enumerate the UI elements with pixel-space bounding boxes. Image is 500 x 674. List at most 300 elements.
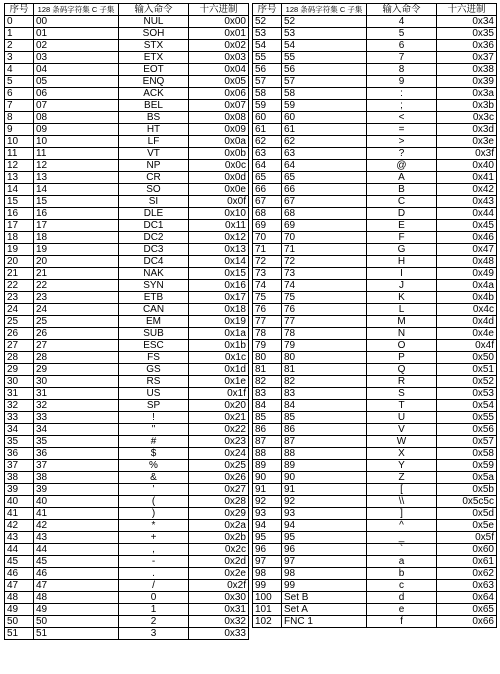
table-row (5, 220, 249, 232)
table-row (5, 532, 249, 544)
cell-cmd: = (367, 124, 437, 136)
cell-hex: 0x61 (437, 556, 497, 568)
cell-cmd: f (367, 616, 437, 628)
table-row (253, 460, 497, 472)
cell-cmd: W (367, 436, 437, 448)
cell-seq: 7 (5, 100, 34, 112)
table-row (5, 136, 249, 148)
table-row (5, 508, 249, 520)
table-row (5, 280, 249, 292)
cell-seq: 64 (253, 160, 282, 172)
cell-hex: 0x03 (189, 52, 249, 64)
table-row (253, 88, 497, 100)
cell-hex: 0x10 (189, 208, 249, 220)
table-row (5, 580, 249, 592)
cell-seq: 84 (253, 400, 282, 412)
cell-seq: 29 (5, 364, 34, 376)
cell-cmd: SOH (119, 28, 189, 40)
cell-cmd: SO (119, 184, 189, 196)
cell-cmd: # (119, 436, 189, 448)
table-row (5, 76, 249, 88)
cell-cmd: VT (119, 148, 189, 160)
cell-hex: 0x0f (189, 196, 249, 208)
cell-cmd: EM (119, 316, 189, 328)
cell-cmd: * (119, 520, 189, 532)
cell-seq: 86 (253, 424, 282, 436)
table-row (253, 436, 497, 448)
cell-cmd: : (367, 88, 437, 100)
cell-cmd: Y (367, 460, 437, 472)
table-row (253, 232, 497, 244)
header-seq: 序号 (5, 4, 34, 16)
cell-cmd: Z (367, 472, 437, 484)
cell-seq: 46 (5, 568, 34, 580)
cell-cmd: 1 (119, 604, 189, 616)
table-row (5, 100, 249, 112)
cell-cmd: U (367, 412, 437, 424)
cell-subset: 31 (34, 388, 119, 400)
cell-cmd: ESC (119, 340, 189, 352)
cell-subset: 61 (282, 124, 367, 136)
cell-subset: 39 (34, 484, 119, 496)
cell-cmd: BS (119, 112, 189, 124)
cell-subset: 06 (34, 88, 119, 100)
cell-hex: 0x14 (189, 256, 249, 268)
cell-hex: 0x52 (437, 376, 497, 388)
cell-cmd: ] (367, 508, 437, 520)
cell-seq: 75 (253, 292, 282, 304)
cell-seq: 52 (253, 16, 282, 28)
cell-cmd: S (367, 388, 437, 400)
cell-hex: 0x24 (189, 448, 249, 460)
table-row (253, 364, 497, 376)
cell-subset: 96 (282, 544, 367, 556)
cell-seq: 69 (253, 220, 282, 232)
cell-hex: 0x21 (189, 412, 249, 424)
cell-subset: 14 (34, 184, 119, 196)
cell-hex: 0x64 (437, 592, 497, 604)
cell-subset: 27 (34, 340, 119, 352)
cell-subset: 64 (282, 160, 367, 172)
table-row (253, 352, 497, 364)
cell-cmd: [ (367, 484, 437, 496)
cell-hex: 0x4d (437, 316, 497, 328)
cell-cmd: e (367, 604, 437, 616)
table-row (5, 556, 249, 568)
cell-subset: 32 (34, 400, 119, 412)
cell-seq: 90 (253, 472, 282, 484)
cell-seq: 27 (5, 340, 34, 352)
cell-seq: 63 (253, 148, 282, 160)
cell-cmd: ` (367, 544, 437, 556)
cell-subset: 00 (34, 16, 119, 28)
cell-hex: 0x33 (189, 628, 249, 640)
cell-cmd: K (367, 292, 437, 304)
cell-hex: 0x55 (437, 412, 497, 424)
cell-subset: 11 (34, 148, 119, 160)
cell-cmd: d (367, 592, 437, 604)
cell-hex: 0x50 (437, 352, 497, 364)
cell-hex: 0x3c (437, 112, 497, 124)
cell-cmd: ETB (119, 292, 189, 304)
cell-subset: 51 (34, 628, 119, 640)
cell-subset: 84 (282, 400, 367, 412)
cell-subset: FNC 1 (282, 616, 367, 628)
table-row (5, 496, 249, 508)
cell-hex: 0x4c (437, 304, 497, 316)
cell-cmd: \\ (367, 496, 437, 508)
table-row (5, 448, 249, 460)
table-row (253, 268, 497, 280)
cell-cmd: Q (367, 364, 437, 376)
cell-hex: 0x62 (437, 568, 497, 580)
cell-cmd: 8 (367, 64, 437, 76)
cell-seq: 25 (5, 316, 34, 328)
cell-hex: 0x54 (437, 400, 497, 412)
cell-hex: 0x36 (437, 40, 497, 52)
cell-subset: 28 (34, 352, 119, 364)
table-row (5, 112, 249, 124)
cell-subset: 85 (282, 412, 367, 424)
table-row (5, 124, 249, 136)
cell-seq: 95 (253, 532, 282, 544)
cell-subset: 19 (34, 244, 119, 256)
cell-subset: 13 (34, 172, 119, 184)
cell-subset: 78 (282, 328, 367, 340)
table-row (5, 592, 249, 604)
cell-subset: 90 (282, 472, 367, 484)
cell-cmd: NP (119, 160, 189, 172)
cell-hex: 0x0d (189, 172, 249, 184)
cell-cmd: STX (119, 40, 189, 52)
cell-subset: 12 (34, 160, 119, 172)
cell-subset: 03 (34, 52, 119, 64)
cell-seq: 31 (5, 388, 34, 400)
cell-subset: 42 (34, 520, 119, 532)
table-row (5, 568, 249, 580)
cell-subset: 87 (282, 436, 367, 448)
cell-hex: 0x38 (437, 64, 497, 76)
table-row (5, 388, 249, 400)
table-row (253, 604, 497, 616)
cell-seq: 13 (5, 172, 34, 184)
cell-subset: 48 (34, 592, 119, 604)
cell-subset: 73 (282, 268, 367, 280)
cell-seq: 102 (253, 616, 282, 628)
cell-hex: 0x43 (437, 196, 497, 208)
cell-hex: 0x4f (437, 340, 497, 352)
cell-subset: 25 (34, 316, 119, 328)
cell-hex: 0x16 (189, 280, 249, 292)
code-table-left (4, 3, 249, 640)
cell-subset: 02 (34, 40, 119, 52)
cell-cmd: @ (367, 160, 437, 172)
cell-seq: 62 (253, 136, 282, 148)
header-subset: 128 条码字符集 C 子集 (282, 4, 367, 16)
cell-cmd: L (367, 304, 437, 316)
cell-subset: 10 (34, 136, 119, 148)
table-row (5, 196, 249, 208)
cell-subset: 93 (282, 508, 367, 520)
cell-hex: 0x46 (437, 232, 497, 244)
cell-seq: 67 (253, 196, 282, 208)
cell-cmd: 9 (367, 76, 437, 88)
cell-subset: 43 (34, 532, 119, 544)
cell-seq: 26 (5, 328, 34, 340)
table-row (253, 484, 497, 496)
cell-subset: 34 (34, 424, 119, 436)
table-row (253, 172, 497, 184)
cell-seq: 48 (5, 592, 34, 604)
cell-cmd: BEL (119, 100, 189, 112)
table-row (253, 532, 497, 544)
cell-hex: 0x01 (189, 28, 249, 40)
cell-cmd: NUL (119, 16, 189, 28)
cell-seq: 71 (253, 244, 282, 256)
header-row (5, 4, 249, 16)
cell-cmd: ENQ (119, 76, 189, 88)
cell-subset: 37 (34, 460, 119, 472)
cell-hex: 0x63 (437, 580, 497, 592)
cell-subset: 76 (282, 304, 367, 316)
table-row (253, 220, 497, 232)
cell-cmd: X (367, 448, 437, 460)
cell-subset: 86 (282, 424, 367, 436)
cell-hex: 0x20 (189, 400, 249, 412)
table-row (253, 160, 497, 172)
cell-hex: 0x56 (437, 424, 497, 436)
cell-hex: 0x29 (189, 508, 249, 520)
cell-hex: 0x3e (437, 136, 497, 148)
cell-hex: 0x30 (189, 592, 249, 604)
cell-hex: 0x1e (189, 376, 249, 388)
cell-hex: 0x51 (437, 364, 497, 376)
cell-cmd: G (367, 244, 437, 256)
cell-seq: 101 (253, 604, 282, 616)
table-row (253, 208, 497, 220)
cell-seq: 65 (253, 172, 282, 184)
cell-subset: 72 (282, 256, 367, 268)
table-row (253, 124, 497, 136)
cell-hex: 0x1d (189, 364, 249, 376)
cell-cmd: ACK (119, 88, 189, 100)
table-row (253, 448, 497, 460)
cell-subset: 75 (282, 292, 367, 304)
header-row (253, 4, 497, 16)
cell-seq: 4 (5, 64, 34, 76)
cell-subset: Set B (282, 592, 367, 604)
cell-subset: 56 (282, 64, 367, 76)
cell-cmd: ) (119, 508, 189, 520)
cell-cmd: SYN (119, 280, 189, 292)
cell-seq: 56 (253, 64, 282, 76)
cell-cmd: SP (119, 400, 189, 412)
cell-subset: 29 (34, 364, 119, 376)
cell-hex: 0x5d (437, 508, 497, 520)
cell-seq: 81 (253, 364, 282, 376)
cell-subset: 82 (282, 376, 367, 388)
cell-cmd: RS (119, 376, 189, 388)
cell-subset: 22 (34, 280, 119, 292)
table-row (253, 316, 497, 328)
cell-subset: 53 (282, 28, 367, 40)
table-row (5, 376, 249, 388)
cell-seq: 91 (253, 484, 282, 496)
cell-seq: 40 (5, 496, 34, 508)
cell-seq: 87 (253, 436, 282, 448)
table-row (253, 184, 497, 196)
cell-subset: 24 (34, 304, 119, 316)
cell-hex: 0x2e (189, 568, 249, 580)
cell-hex: 0x53 (437, 388, 497, 400)
cell-hex: 0x1b (189, 340, 249, 352)
cell-seq: 12 (5, 160, 34, 172)
cell-cmd: 5 (367, 28, 437, 40)
cell-cmd: DC4 (119, 256, 189, 268)
cell-seq: 50 (5, 616, 34, 628)
cell-cmd: ! (119, 412, 189, 424)
table-row (253, 52, 497, 64)
cell-subset: 50 (34, 616, 119, 628)
table-row (5, 292, 249, 304)
cell-seq: 34 (5, 424, 34, 436)
cell-hex: 0x3d (437, 124, 497, 136)
cell-subset: 49 (34, 604, 119, 616)
table-row (253, 544, 497, 556)
cell-cmd: US (119, 388, 189, 400)
table-row (5, 412, 249, 424)
cell-subset: 62 (282, 136, 367, 148)
cell-hex: 0x5c5c (437, 496, 497, 508)
cell-cmd: A (367, 172, 437, 184)
cell-subset: 98 (282, 568, 367, 580)
cell-cmd: J (367, 280, 437, 292)
cell-seq: 88 (253, 448, 282, 460)
table-row (5, 232, 249, 244)
cell-subset: 68 (282, 208, 367, 220)
cell-subset: 17 (34, 220, 119, 232)
cell-hex: 0x34 (437, 16, 497, 28)
cell-seq: 39 (5, 484, 34, 496)
cell-cmd: FS (119, 352, 189, 364)
cell-cmd: R (367, 376, 437, 388)
table-row (5, 340, 249, 352)
table-body-right (253, 16, 497, 628)
table-row (253, 304, 497, 316)
cell-subset: 91 (282, 484, 367, 496)
table-row (5, 208, 249, 220)
table-row (5, 436, 249, 448)
cell-cmd: E (367, 220, 437, 232)
cell-seq: 32 (5, 400, 34, 412)
cell-hex: 0x44 (437, 208, 497, 220)
table-row (5, 148, 249, 160)
cell-seq: 49 (5, 604, 34, 616)
table-row (253, 76, 497, 88)
cell-subset: 04 (34, 64, 119, 76)
cell-seq: 60 (253, 112, 282, 124)
cell-subset: Set A (282, 604, 367, 616)
table-row (253, 412, 497, 424)
cell-hex: 0x0e (189, 184, 249, 196)
cell-subset: 65 (282, 172, 367, 184)
table-row (5, 184, 249, 196)
cell-hex: 0x22 (189, 424, 249, 436)
cell-subset: 70 (282, 232, 367, 244)
table-row (5, 160, 249, 172)
cell-seq: 99 (253, 580, 282, 592)
cell-seq: 97 (253, 556, 282, 568)
table-row (5, 544, 249, 556)
cell-subset: 57 (282, 76, 367, 88)
cell-cmd: H (367, 256, 437, 268)
cell-seq: 74 (253, 280, 282, 292)
cell-hex: 0x32 (189, 616, 249, 628)
cell-hex: 0x5e (437, 520, 497, 532)
cell-seq: 72 (253, 256, 282, 268)
table-row (253, 244, 497, 256)
cell-subset: 67 (282, 196, 367, 208)
table-row (5, 52, 249, 64)
cell-hex: 0x2d (189, 556, 249, 568)
cell-hex: 0x26 (189, 472, 249, 484)
cell-seq: 96 (253, 544, 282, 556)
cell-seq: 16 (5, 208, 34, 220)
cell-cmd: DC2 (119, 232, 189, 244)
table-row (253, 508, 497, 520)
cell-seq: 61 (253, 124, 282, 136)
cell-hex: 0x05 (189, 76, 249, 88)
table-row (5, 364, 249, 376)
cell-seq: 73 (253, 268, 282, 280)
header-cmd: 输入命令 (367, 4, 437, 16)
table-row (253, 292, 497, 304)
cell-subset: 55 (282, 52, 367, 64)
cell-subset: 80 (282, 352, 367, 364)
cell-cmd: - (119, 556, 189, 568)
cell-seq: 82 (253, 376, 282, 388)
cell-cmd: HT (119, 124, 189, 136)
cell-seq: 70 (253, 232, 282, 244)
cell-hex: 0x59 (437, 460, 497, 472)
table-row (5, 88, 249, 100)
header-hex: 十六进制 (189, 4, 249, 16)
cell-seq: 85 (253, 412, 282, 424)
cell-cmd: & (119, 472, 189, 484)
table-row (253, 616, 497, 628)
cell-seq: 68 (253, 208, 282, 220)
table-row (253, 112, 497, 124)
cell-seq: 1 (5, 28, 34, 40)
cell-subset: 15 (34, 196, 119, 208)
table-row (253, 568, 497, 580)
cell-cmd: ' (119, 484, 189, 496)
table-row (5, 460, 249, 472)
cell-cmd: ( (119, 496, 189, 508)
cell-cmd: EOT (119, 64, 189, 76)
cell-hex: 0x42 (437, 184, 497, 196)
table-row (253, 556, 497, 568)
cell-cmd: < (367, 112, 437, 124)
cell-seq: 8 (5, 112, 34, 124)
cell-seq: 57 (253, 76, 282, 88)
cell-subset: 54 (282, 40, 367, 52)
table-row (253, 280, 497, 292)
table-row (5, 616, 249, 628)
cell-hex: 0x3f (437, 148, 497, 160)
cell-cmd: F (367, 232, 437, 244)
cell-subset: 69 (282, 220, 367, 232)
